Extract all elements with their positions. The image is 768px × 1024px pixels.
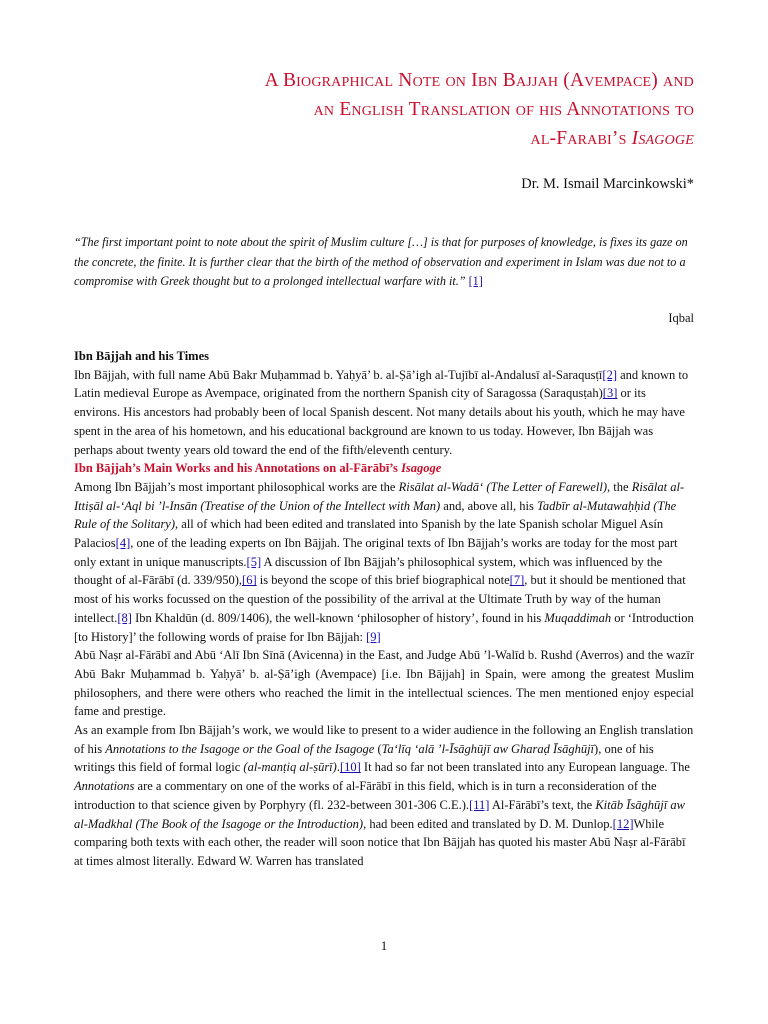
body-text: [74, 347, 694, 871]
text-run: and, above all, his: [440, 498, 538, 513]
page-number: 1: [380, 938, 388, 953]
italic-title: Muqaddimah: [544, 610, 612, 625]
section-heading-times: Ibn Bājjah and his Times: [74, 349, 210, 363]
title-line-3-text: al-Farabi’s: [530, 128, 632, 149]
italic-title: Annotations to the Isagoge or the Goal of the Isagoge: [105, 741, 375, 756]
footnote-link-5[interactable]: [5]: [246, 554, 262, 569]
text-run: As an example from Ibn Bājjah’s work, we would like to present to a wider audience in the following an English translation of his: [74, 723, 694, 756]
italic-title: Kitāb Īsāghūjī aw al-Madkhal (The Book of the Isagoge or the Introduction): [74, 797, 685, 831]
title-line-3: [100, 124, 694, 153]
text-run: , all of which had been edited and translated into Spanish by the late Spanish scholar Miguel Asín Palacios: [74, 517, 664, 551]
footnote-link-2[interactable]: [2]: [602, 367, 617, 382]
author-name: Dr. M. Ismail Marcinkowski*: [521, 176, 694, 192]
footnote-link-4[interactable]: [4]: [115, 536, 131, 551]
paper-title: [100, 66, 694, 153]
text-run: , the: [607, 479, 632, 494]
italic-title: Risālat al-Ittiṣāl al-‘Aql bi ’l-Insān (Treatise of the Union of the Intellect with Man): [74, 479, 685, 513]
italic-title: Ta‘līq ‘alā ’l-Īsāghūjī aw Gharaḍ Īsāghūjī: [381, 741, 595, 756]
text-run: , one of the leading experts on Ibn Bājjah. The original texts of Ibn Bājjah’s works are today for the most part only extant in unique manuscripts.: [74, 536, 678, 569]
text-run: It had so far not been translated into any European language. The: [360, 760, 690, 775]
text-run: Al-Fārābī’s text, the: [489, 797, 596, 812]
text-run: Ibn Khaldūn (d. 809/1406), the well-known ‘philosopher of history’, found in his: [131, 610, 545, 625]
title-line-1: A Biographical Note on Ibn Bajjah (Avempace) and: [264, 70, 694, 91]
text-run: , had been edited and translated by D. M. Dunlop.: [363, 816, 613, 831]
footnote-link-6[interactable]: [6]: [242, 573, 257, 588]
text-run: or ‘Introduction [to History]’ the following words of praise for Ibn Bājjah:: [74, 610, 694, 644]
footnote-link-8[interactable]: [8]: [117, 610, 132, 625]
italic-title: Risālat al-Wadā‘ (The Letter of Farewell): [398, 479, 608, 494]
paragraph-works: [74, 478, 694, 646]
heading-text: Ibn Bājjah’s Main Works and his Annotations on al-Fārābī’s: [74, 461, 402, 476]
text-run: are a commentary on one of the works of al-Fārābī in this field, which is in turn a reconsideration of the introduction to that science given by Porphyry (fl. 232-between 301-306 C.E.).: [74, 779, 657, 812]
footnote-link-1[interactable]: [1]: [468, 274, 483, 288]
italic-title: Annotations: [74, 779, 135, 794]
section-heading-works: [74, 459, 694, 478]
title-line-2: an English Translation of his Annotations to: [313, 99, 694, 120]
paragraph-quote-khaldun: Abū Naṣr al-Fārābī and Abū ‘Alī Ibn Sīnā (Avicenna) in the East, and Judge Abū ’l-Walīd b. Rushd (Averros) and the wazīr Abū Bakr Muḥammad b. Yaḥyā’ b. al-Ṣā’igh (Avempace) [i.e. Ibn Bājjah] in Spain, were among the greatest Muslim philosophers, and there were others who reached the limit in the intellectual sciences. The men mentioned enjoy especial fame and prestige.: [74, 648, 694, 719]
epigraph-text: “The first important point to note about the spirit of Muslim culture […] is that for purposes of knowledge, is fixes its gaze on the concrete, the finite. It is further clear that the birth of the method of observation and experiment in Islam was due not to a compromise with Greek thought but to a prolonged intellectual warfare with it.”: [74, 235, 688, 288]
footnote-link-11[interactable]: [11]: [469, 797, 490, 812]
text-run: Ibn Bājjah, with full name Abū Bakr Muḥammad b. Yaḥyā’ b. al-Ṣā’igh al-Tujībī al-Andalusī al-Saraqusṭī: [74, 367, 603, 382]
text-run: While comparing both texts with each other, the reader will soon notice that Ibn Bājjah has quoted his master Abū Naṣr al-Fārābī at times almost literally. Edward W. Warren has translated: [74, 816, 686, 868]
text-run: .: [336, 760, 340, 775]
text-run: Among Ibn Bājjah’s most important philosophical works are the: [74, 479, 399, 494]
text-run: A discussion of Ibn Bājjah’s philosophical system, which was influenced by the thought of al-Fārābī (d. 339/950),: [74, 554, 663, 588]
italic-title: (al-manṭiq al-ṣūrī): [243, 760, 337, 775]
footnote-link-10[interactable]: [10]: [339, 760, 361, 775]
text-run: and known to Latin medieval Europe as Avempace, originated from the northern Spanish city of Saragossa (Saraqusṭah): [74, 367, 689, 401]
text-run: is beyond the scope of this brief biographical note: [256, 573, 510, 588]
text-run: , but it should be mentioned that most of his works focussed on the question of the possibility of the arrival at the Ultimate Truth by way of the human intellect.: [74, 573, 686, 625]
paragraph-times: [74, 366, 694, 460]
paragraph-example: [74, 721, 694, 871]
title-isagoge: Isagoge: [631, 128, 694, 149]
footnote-link-3[interactable]: [3]: [602, 386, 618, 401]
footnote-link-7[interactable]: [7]: [509, 573, 525, 588]
heading-italic: Isagoge: [401, 461, 442, 476]
footnote-link-12[interactable]: [12]: [612, 816, 634, 831]
italic-title: Tadbīr al-Mutawaḥḥid (The Rule of the Solitary): [74, 498, 677, 532]
text-run: or its environs. His ancestors had probably been of local Spanish descent. Not many details about his youth, which he may have spent in the area of his hometown, and his educational background are known to us today. However, Ibn Bājjah was perhaps about twenty years old toward the end of the fifth/eleventh century.: [74, 386, 685, 457]
text-run: ), one of his writings this field of formal logic: [74, 741, 654, 775]
text-run: (: [374, 741, 382, 756]
epigraph-quote: [74, 233, 694, 292]
epigraph-attribution: Iqbal: [668, 311, 694, 325]
footnote-link-9[interactable]: [9]: [366, 629, 381, 644]
